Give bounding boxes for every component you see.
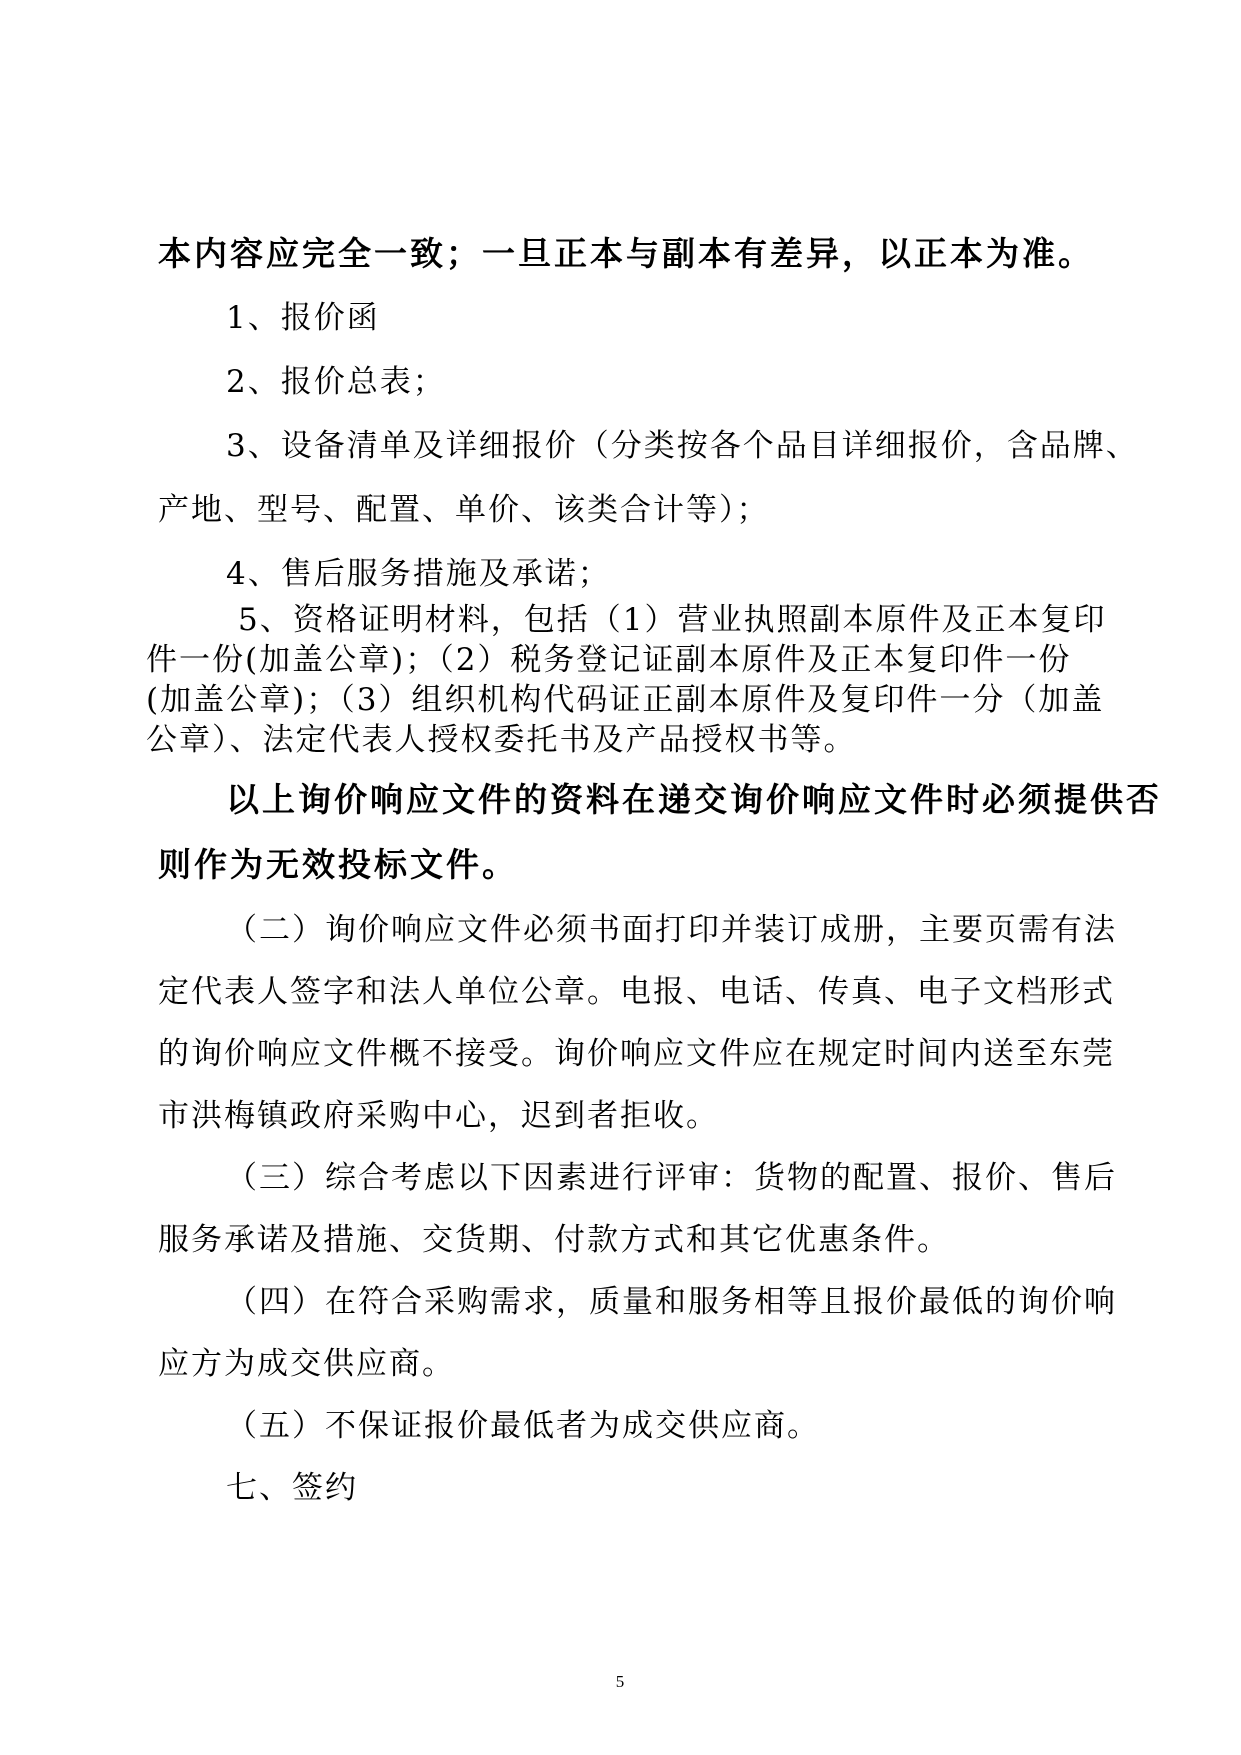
paragraph-line: 市洪梅镇政府采购中心，迟到者拒收。 (158, 1098, 719, 1134)
emphasis-line: 则作为无效投标文件。 (158, 845, 518, 884)
page-number: 5 (615, 1672, 625, 1691)
paragraph-line: （四）在符合采购需求，质量和服务相等且报价最低的询价响 (226, 1284, 1117, 1320)
paragraph-line: （二）询价响应文件必须书面打印并装订成册，主要页需有法 (226, 912, 1117, 948)
list-item-continuation: (加盖公章)；（3）组织机构代码证正副本原件及复印件一分（加盖 (146, 682, 1105, 718)
paragraph-line: 应方为成交供应商。 (158, 1346, 455, 1382)
paragraph-line: （三）综合考虑以下因素进行评审：货物的配置、报价、售后 (226, 1160, 1117, 1196)
list-item: 1、报价函 (226, 300, 380, 336)
list-item-continuation: 产地、型号、配置、单价、该类合计等）； (158, 492, 770, 528)
list-item: 5、资格证明材料，包括（1）营业执照副本原件及正本复印 (238, 602, 1107, 638)
list-item-continuation: 公章）、法定代表人授权委托书及产品授权书等。 (146, 722, 857, 758)
paragraph-line: （五）不保证报价最低者为成交供应商。 (226, 1408, 820, 1444)
paragraph-line: 本内容应完全一致；一旦正本与副本有差异，以正本为准。 (158, 234, 1094, 273)
list-item: 3、设备清单及详细报价（分类按各个品目详细报价，含品牌、 (226, 428, 1139, 464)
list-item: 2、报价总表； (226, 364, 446, 400)
list-item-continuation: 件一份(加盖公章)；（2）税务登记证副本原件及正本复印件一份 (146, 642, 1072, 678)
emphasis-line: 以上询价响应文件的资料在递交询价响应文件时必须提供否 (226, 780, 1162, 819)
paragraph-line: 服务承诺及措施、交货期、付款方式和其它优惠条件。 (158, 1222, 950, 1258)
paragraph-line: 的询价响应文件概不接受。询价响应文件应在规定时间内送至东莞 (158, 1036, 1115, 1072)
list-item: 4、售后服务措施及承诺； (226, 556, 611, 592)
section-heading: 七、签约 (226, 1470, 358, 1506)
paragraph-line: 定代表人签字和法人单位公章。电报、电话、传真、电子文档形式 (158, 974, 1115, 1010)
